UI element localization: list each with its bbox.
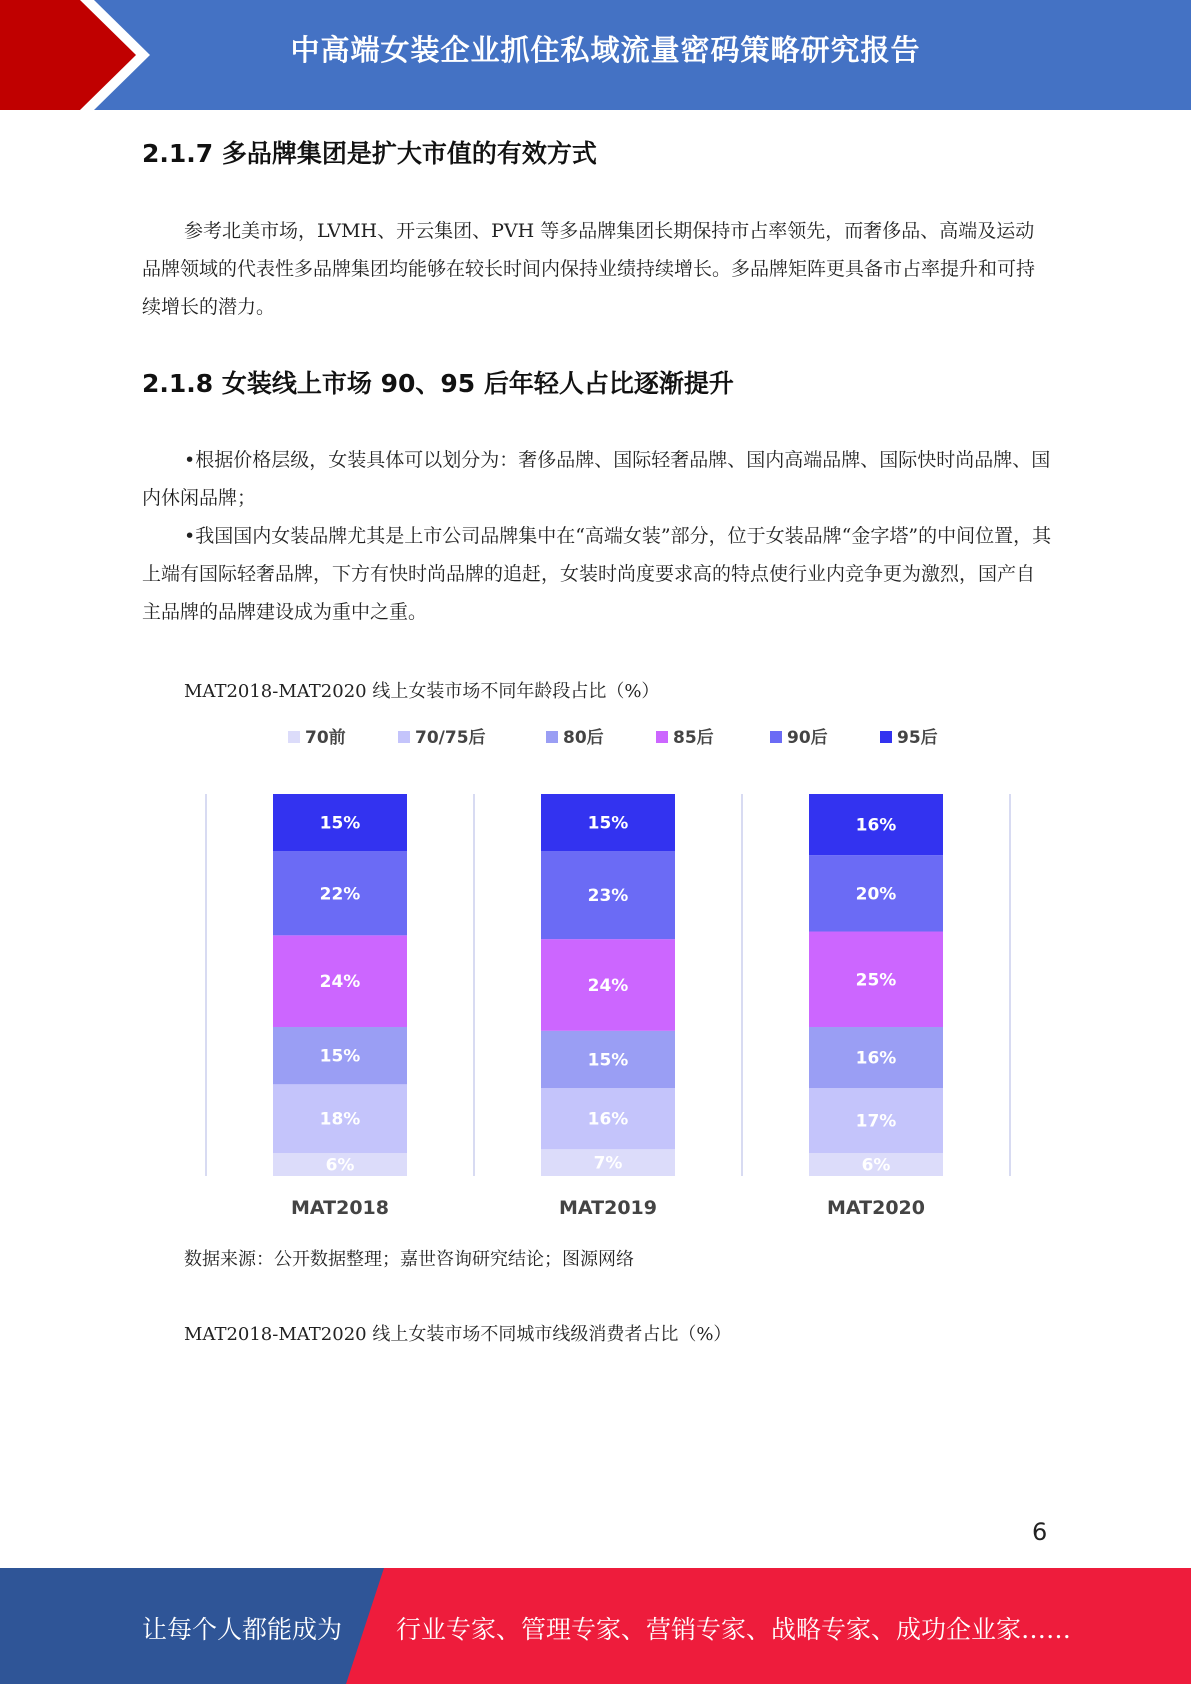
footer-slogan-right: 行业专家、管理专家、营销专家、战略专家、成功企业家…… [396, 1615, 1072, 1644]
figure-2-caption: MAT2018-MAT2020 线上女装市场不同城市线级消费者占比（%） [184, 1324, 732, 1345]
section-2-1-7-paragraph: 参考北美市场，LVMH、开云集团、PVH 等多品牌集团长期保持市占率领先，而奢侈品、高端及运动品牌领域的代表性多品牌集团均能够在较长时间内保持业绩持续增长。多品牌矩阵更具备市占率提升和可持续增长的潜力。 [142, 220, 1036, 318]
data-label: 16% [855, 1048, 897, 1069]
data-label: 6% [861, 1155, 891, 1176]
legend-swatch [770, 731, 782, 743]
age-stacked-bar-chart [180, 710, 1020, 1230]
x-tick-label: MAT2019 [559, 1197, 657, 1219]
report-title: 中高端女装企业抓住私域流量密码策略研究报告 [290, 33, 921, 67]
data-label: 18% [319, 1109, 361, 1130]
data-label: 17% [855, 1111, 897, 1132]
section-heading-2-1-8: 2.1.8 女装线上市场 90、95 后年轻人占比逐渐提升 [142, 369, 734, 398]
data-label: 6% [325, 1155, 355, 1176]
data-label: 15% [587, 1050, 629, 1071]
legend-swatch [546, 731, 558, 743]
section-2-1-8-bullet-2: •我国国内女装品牌尤其是上市公司品牌集中在“高端女装”部分，位于女装品牌“金字塔”的中间位置，其上端有国际轻奢品牌，下方有快时尚品牌的追赶，女装时尚度要求高的特点使行业内竞争更为激烈，国产自主品牌的品牌建设成为重中之重。 [142, 525, 1052, 623]
data-label: 15% [587, 813, 629, 834]
data-label: 22% [319, 884, 361, 905]
data-label: 24% [319, 972, 361, 993]
page-header [0, 0, 1191, 110]
x-tick-label: MAT2020 [827, 1197, 925, 1219]
legend-swatch [656, 731, 668, 743]
data-label: 20% [855, 884, 897, 905]
footer-slogan-left: 让每个人都能成为 [142, 1615, 343, 1644]
data-label: 25% [855, 970, 897, 991]
data-label: 15% [319, 1046, 361, 1067]
legend-label: 85后 [673, 728, 714, 748]
page-footer [0, 1568, 1191, 1684]
x-tick-label: MAT2018 [291, 1197, 389, 1219]
legend-swatch [880, 731, 892, 743]
figure-1-source: 数据来源：公开数据整理；嘉世咨询研究结论；图源网络 [184, 1249, 634, 1270]
section-2-1-8-bullet-1: •根据价格层级，女装具体可以划分为：奢侈品牌、国际轻奢品牌、国内高端品牌、国际快时尚品牌、国内休闲品牌； [142, 449, 1051, 509]
legend-swatch [288, 731, 300, 743]
data-label: 16% [855, 815, 897, 836]
figure-1-caption: MAT2018-MAT2020 线上女装市场不同年龄段占比（%） [184, 681, 660, 702]
data-label: 23% [587, 886, 629, 907]
data-label: 24% [587, 976, 629, 996]
section-heading-2-1-7: 2.1.7 多品牌集团是扩大市值的有效方式 [142, 139, 597, 168]
page-number: 6 [1032, 1518, 1048, 1546]
legend-swatch [398, 731, 410, 743]
legend-label: 90后 [787, 728, 828, 748]
data-label: 15% [319, 813, 361, 834]
legend-label: 95后 [897, 728, 938, 748]
data-label: 7% [593, 1153, 623, 1174]
data-label: 16% [587, 1109, 629, 1130]
legend-label: 80后 [563, 728, 604, 748]
legend-label: 70/75后 [415, 728, 486, 748]
legend-label: 70前 [305, 728, 346, 748]
